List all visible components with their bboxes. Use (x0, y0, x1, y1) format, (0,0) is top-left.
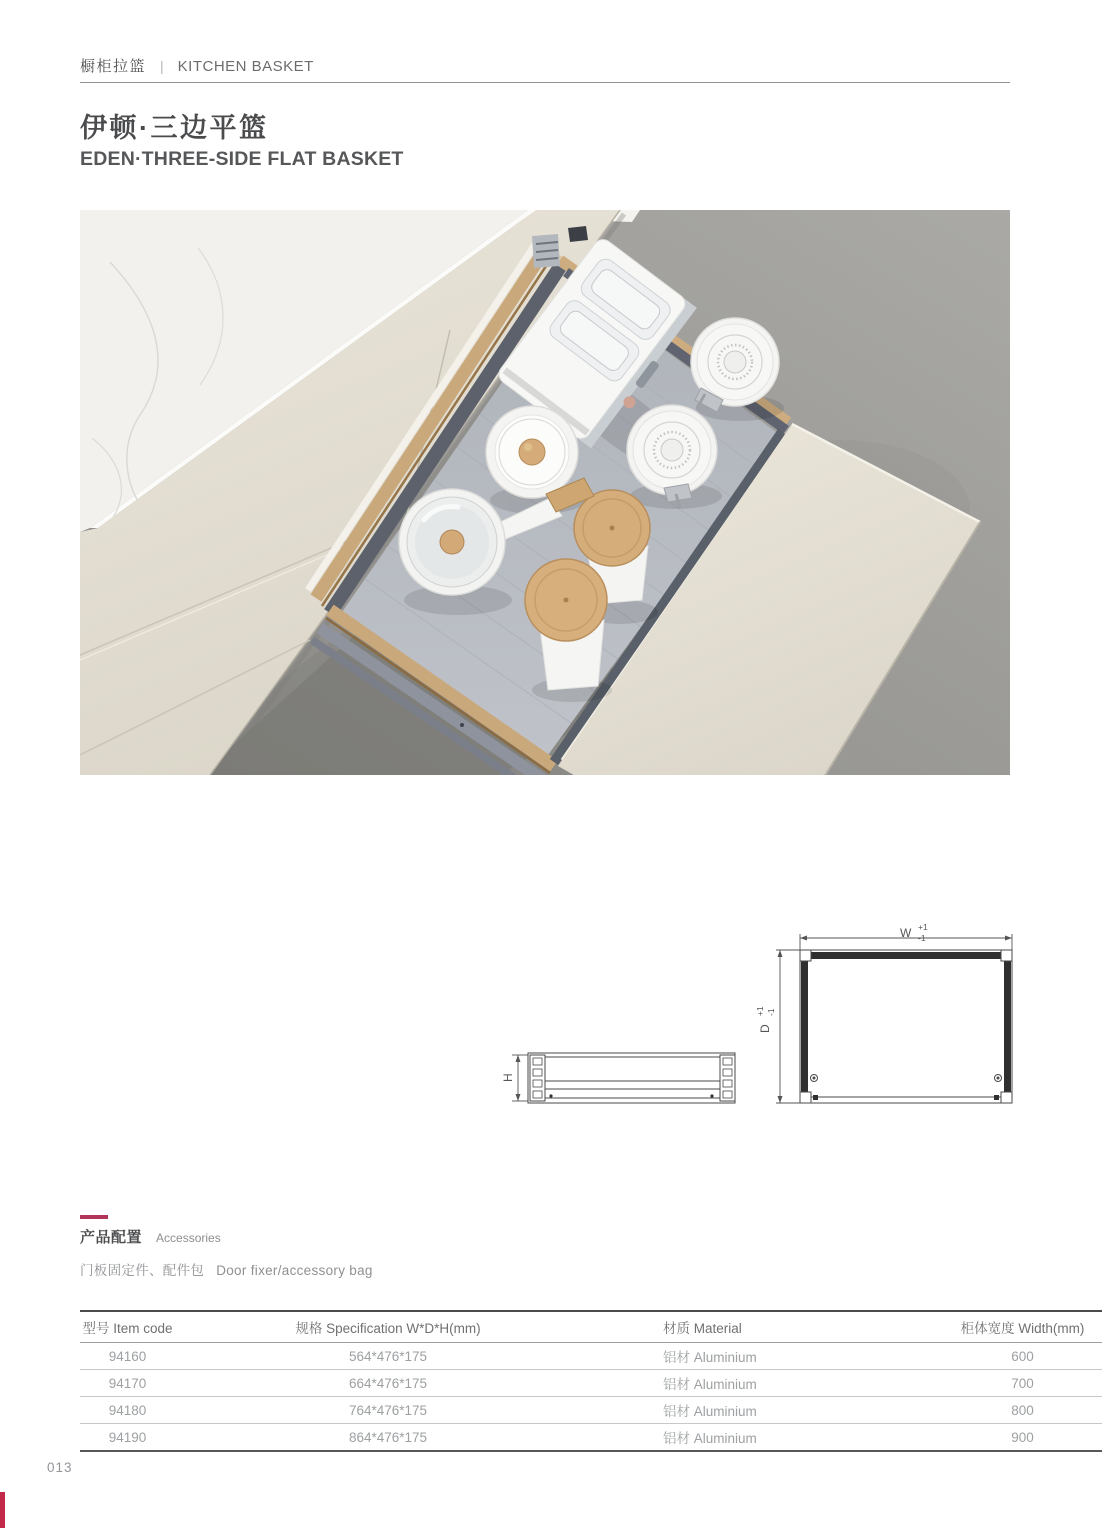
table-row (80, 1343, 1102, 1370)
category-header (80, 55, 314, 76)
cell-width: 800 (943, 1397, 1102, 1424)
dim-label-d: D (758, 1024, 772, 1033)
cell-material: 铝材 Aluminium (601, 1397, 943, 1424)
spec-table-header-row (80, 1311, 1102, 1343)
page-edge-accent (0, 1492, 5, 1528)
dim-label-d-tol-minus: -1 (766, 1008, 776, 1016)
product-title-en: EDEN·THREE-SIDE FLAT BASKET (80, 148, 404, 170)
col-header-specification: 规格 Specification W*D*H(mm) (175, 1311, 601, 1343)
dimension-drawing-art (480, 900, 1060, 1140)
cell-specification: 664*476*175 (175, 1370, 601, 1397)
product-title-zh: 伊顿·三边平篮 (80, 113, 269, 143)
spec-table (80, 1310, 1102, 1452)
dim-label-w: W (900, 926, 912, 940)
cell-item-code: 94160 (80, 1343, 175, 1370)
cell-specification: 864*476*175 (348, 1429, 428, 1445)
cell-item-code: 94190 (108, 1429, 147, 1445)
pot-with-lid (486, 406, 578, 498)
category-label-zh: 橱柜拉篮 (80, 58, 147, 75)
product-photo (80, 210, 1010, 775)
product-photo-art (80, 210, 1010, 775)
cell-width: 700 (943, 1370, 1102, 1397)
header-divider: | (160, 58, 164, 74)
table-row (80, 1424, 1102, 1452)
dimension-drawing (480, 900, 1060, 1140)
dim-label-w-tol-plus: +1 (918, 922, 928, 932)
cell-specification: 764*476*175 (175, 1397, 601, 1424)
table-row (80, 1370, 1102, 1397)
table-row (80, 1397, 1102, 1424)
cell-material: 铝材 Aluminium (601, 1370, 943, 1397)
dim-label-w-tol-minus: -1 (918, 933, 926, 943)
accessories-item (80, 1259, 373, 1279)
header-rule (80, 82, 1010, 83)
cell-specification: 564*476*175 (175, 1343, 601, 1370)
accent-bar (80, 1215, 108, 1219)
cell-material: 铝材 Aluminium (601, 1343, 943, 1370)
page-number: 013 (47, 1460, 73, 1475)
accessories-heading-en: Accessories (156, 1231, 221, 1245)
col-header-item-code: 型号 Item code (80, 1311, 175, 1343)
dim-label-h: H (501, 1073, 515, 1082)
cell-width: 900 (1011, 1429, 1034, 1445)
accessories-item-en: Door fixer/accessory bag (216, 1263, 373, 1278)
cell-item-code: 94170 (80, 1370, 175, 1397)
cell-item-code: 94180 (80, 1397, 175, 1424)
accessories-heading-zh: 产品配置 (80, 1229, 143, 1246)
col-header-width: 柜体宽度 Width(mm) (943, 1311, 1102, 1343)
category-label-en: KITCHEN BASKET (177, 58, 314, 75)
cell-material: 铝材 Aluminium (663, 1431, 757, 1446)
cell-width: 600 (943, 1343, 1102, 1370)
accessories-heading (80, 1226, 221, 1247)
dim-label-d-tol-plus: +1 (755, 1006, 765, 1016)
col-header-material: 材质 Material (601, 1311, 943, 1343)
accessories-item-zh: 门板固定件、配件包 (80, 1263, 205, 1278)
